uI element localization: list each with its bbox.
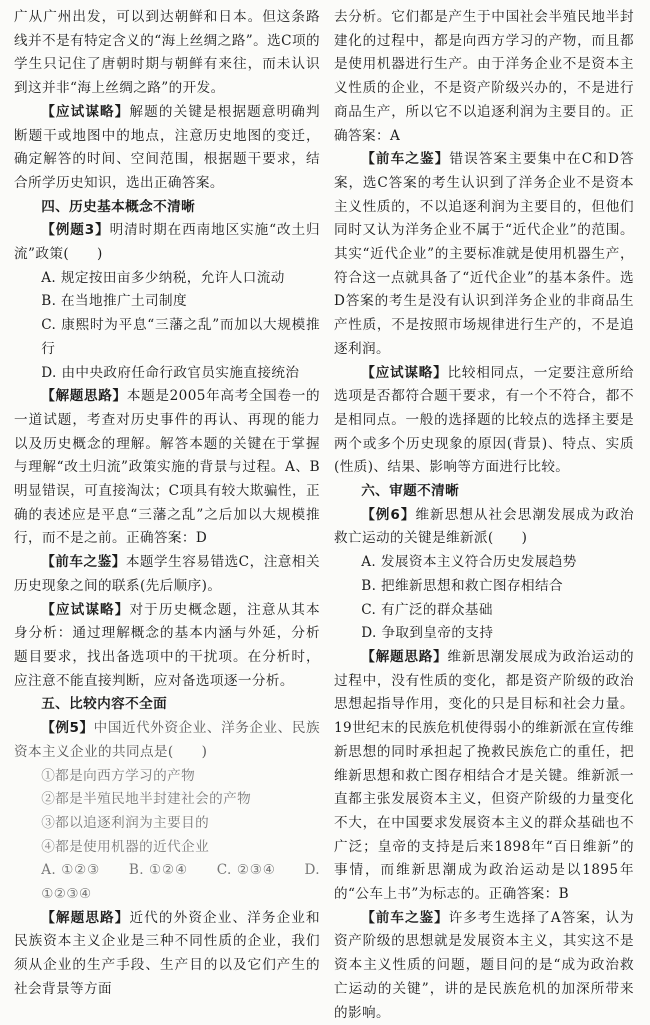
example-question bbox=[14, 717, 320, 764]
example-question bbox=[334, 504, 634, 551]
strategy-paragraph bbox=[14, 101, 320, 196]
analysis-tag: 【解题思路】 bbox=[361, 648, 448, 665]
strategy-text: 比较相同点，一定要注意所给选项是否都符合题干要求，有一个不符合，都不是相同点。一般的选择题的比较点的选择主要是两个或多个历史现象的原因(背景)、特点、实质(性质)、结果、影响等方面进行比较。 bbox=[334, 364, 635, 476]
option-d: D. 争取到皇帝的支持 bbox=[361, 625, 494, 642]
item-2: ②都是半殖民地半封建社会的产物 bbox=[41, 791, 252, 808]
analysis-paragraph bbox=[334, 646, 634, 907]
item-4: ④都是使用机器的近代企业 bbox=[41, 838, 210, 855]
example-question bbox=[14, 219, 320, 266]
example-text: 中国近代外资企业、洋务企业、民族资本主义企业的共同点是( ) bbox=[14, 720, 320, 760]
lesson-text: 许多考生选择了A答案，认为资产阶级的思想就是发展资本主义，其实这不是资本主义性质的问题，题目问的是“成为政治救亡运动的关键”，讲的是民族危机的加深所带来的影响。 bbox=[334, 909, 634, 1021]
option-b: B. 把维新思想和救亡图存相结合 bbox=[361, 577, 563, 594]
strategy-tag: 【应试谋略】 bbox=[41, 103, 130, 120]
example-tag: 【例6】 bbox=[361, 506, 416, 523]
section-heading-5: 五、比较内容不全面 bbox=[41, 696, 168, 713]
strategy-text: 对于历史概念题，注意从其本身分析：通过理解概念的基本内涵与外延，分析题目要求，找出备选项中的干扰项。在分析时，应注意不能直接判断，应对备选项逐一分析。 bbox=[14, 601, 321, 689]
option-b: B. 在当地推广土司制度 bbox=[41, 293, 187, 310]
analysis-tag: 【解题思路】 bbox=[41, 909, 130, 926]
analysis-text: 维新思潮发展成为政治运动的过程中，没有性质的变化，都是资产阶级的政治思想起指导作用，变化的只是目标和社会力量。19世纪末的民族危机使得弱小的维新派在宣传维新思想的同时承担起了挽救民族危亡的重任，把维新思想和救亡图存相结合才是关键。维新派一直都主张发展资本主义，但资产阶级的力量变化不大，在中国要求发展资本主义的群众基础也不广泛；皇帝的支持是后来1898年“百日维新”的事情，而维新思潮成为政治运动是以1895年的“公车上书”为标志的。正确答案：B bbox=[334, 648, 635, 903]
option-c: C. 有广泛的群众基础 bbox=[361, 601, 493, 618]
lesson-tag: 【前车之鉴】 bbox=[41, 554, 126, 571]
analysis-text: 本题是2005年高考全国卷一的一道试题，考查对历史事件的再认、再现的能力以及历史概念的理解。解答本题的关键在于掌握与理解“改土归流”政策实施的背景与过程。A、B明显错误，可直接淘汰；C项具有较大欺骗性，正确的表述应是平息“三藩之乱”之后加以大规模推行，而不是之前。正确答案：D bbox=[14, 388, 320, 547]
option-a: A. 发展资本主义符合历史发展趋势 bbox=[361, 554, 577, 571]
strategy-tag: 【应试谋略】 bbox=[361, 364, 448, 381]
left-column bbox=[14, 6, 321, 997]
item-3: ③都以追逐利润为主要目的 bbox=[41, 814, 210, 831]
option-d: D. 由中央政府任命行政官员实施直接统治 bbox=[41, 364, 300, 381]
section-heading-4: 四、历史基本概念不清晰 bbox=[41, 198, 196, 215]
example-tag: 【例5】 bbox=[41, 720, 94, 737]
lesson-paragraph bbox=[334, 148, 634, 361]
lesson-text: 错误答案主要集中在C和D答案，选C答案的考生认识到了洋务企业不是资本主义性质的，不以追逐利润为主要目的，但他们同时又认为洋务企业不属于“近代企业”的范围。其实“近代企业”的主要标准就是使用机器生产，符合这一点就具备了“近代企业”的基本条件。选D答案的考生是没有认识到洋务企业的非商品生产性质，不是按照市场规律进行生产的，不是追逐利润。 bbox=[334, 151, 634, 357]
lesson-paragraph bbox=[334, 907, 634, 1025]
analysis-paragraph bbox=[14, 907, 320, 1002]
strategy-paragraph bbox=[14, 599, 320, 694]
lesson-tag: 【前车之鉴】 bbox=[361, 151, 450, 168]
example-text: 明清时期在西南地区实施“改土归流”政策( ) bbox=[14, 222, 320, 263]
analysis-continued: 去分析。它们都是产生于中国社会半殖民地半封建化的过程中，都是向西方学习的产物，而且都是使用机器进行生产。由于洋务企业不是资本主义性质的企业，不是资产阶级兴办的，不是进行商品生产，所以它不以追逐利润为主要目的。正确答案：A bbox=[334, 9, 634, 144]
lesson-text: 本题学生容易错选C，注意相关历史现象之间的联系(先后顺序)。 bbox=[14, 554, 321, 594]
option-c: C. 康熙时为平息“三藩之乱”而加以大规模推行 bbox=[41, 317, 320, 357]
analysis-text: 近代的外资企业、洋务企业和民族资本主义企业是三种不同性质的企业，我们须从企业的生产手段、生产目的以及它们产生的社会背景等方面 bbox=[14, 909, 321, 997]
strategy-tag: 【应试谋略】 bbox=[41, 601, 130, 618]
right-column bbox=[334, 6, 635, 1021]
example-tag: 【例题3】 bbox=[41, 222, 110, 239]
item-1: ①都是向西方学习的产物 bbox=[41, 767, 196, 784]
analysis-paragraph bbox=[14, 385, 320, 551]
example-text: 维新思想从社会思潮发展成为政治救亡运动的关键是维新派( ) bbox=[334, 506, 635, 547]
option-a: A. 规定按田亩多少纳税，允许人口流动 bbox=[41, 269, 285, 286]
analysis-tag: 【解题思路】 bbox=[41, 388, 127, 405]
section-heading-6: 六、审题不清晰 bbox=[361, 483, 460, 500]
lesson-paragraph bbox=[14, 551, 320, 598]
paragraph-continued: 广从广州出发，可以到达朝鲜和日本。但这条路线并不是有特定含义的“海上丝绸之路”。选C项的学生只记住了唐朝时期与朝鲜有来往，而未认识到这并非“海上丝绸之路”的开发。 bbox=[14, 9, 320, 97]
lesson-tag: 【前车之鉴】 bbox=[361, 909, 449, 926]
strategy-paragraph bbox=[334, 362, 634, 481]
answer-choices: A. ①②③ B. ①②④ C. ②③④ D. ①②③④ bbox=[41, 862, 320, 903]
strategy-text: 解题的关键是根据题意明确判断题干或地图中的地点，注意历史地图的变迁，确定解答的时间、空间范围，根据题干要求，结合所学历史知识，选出正确答案。 bbox=[14, 103, 321, 191]
